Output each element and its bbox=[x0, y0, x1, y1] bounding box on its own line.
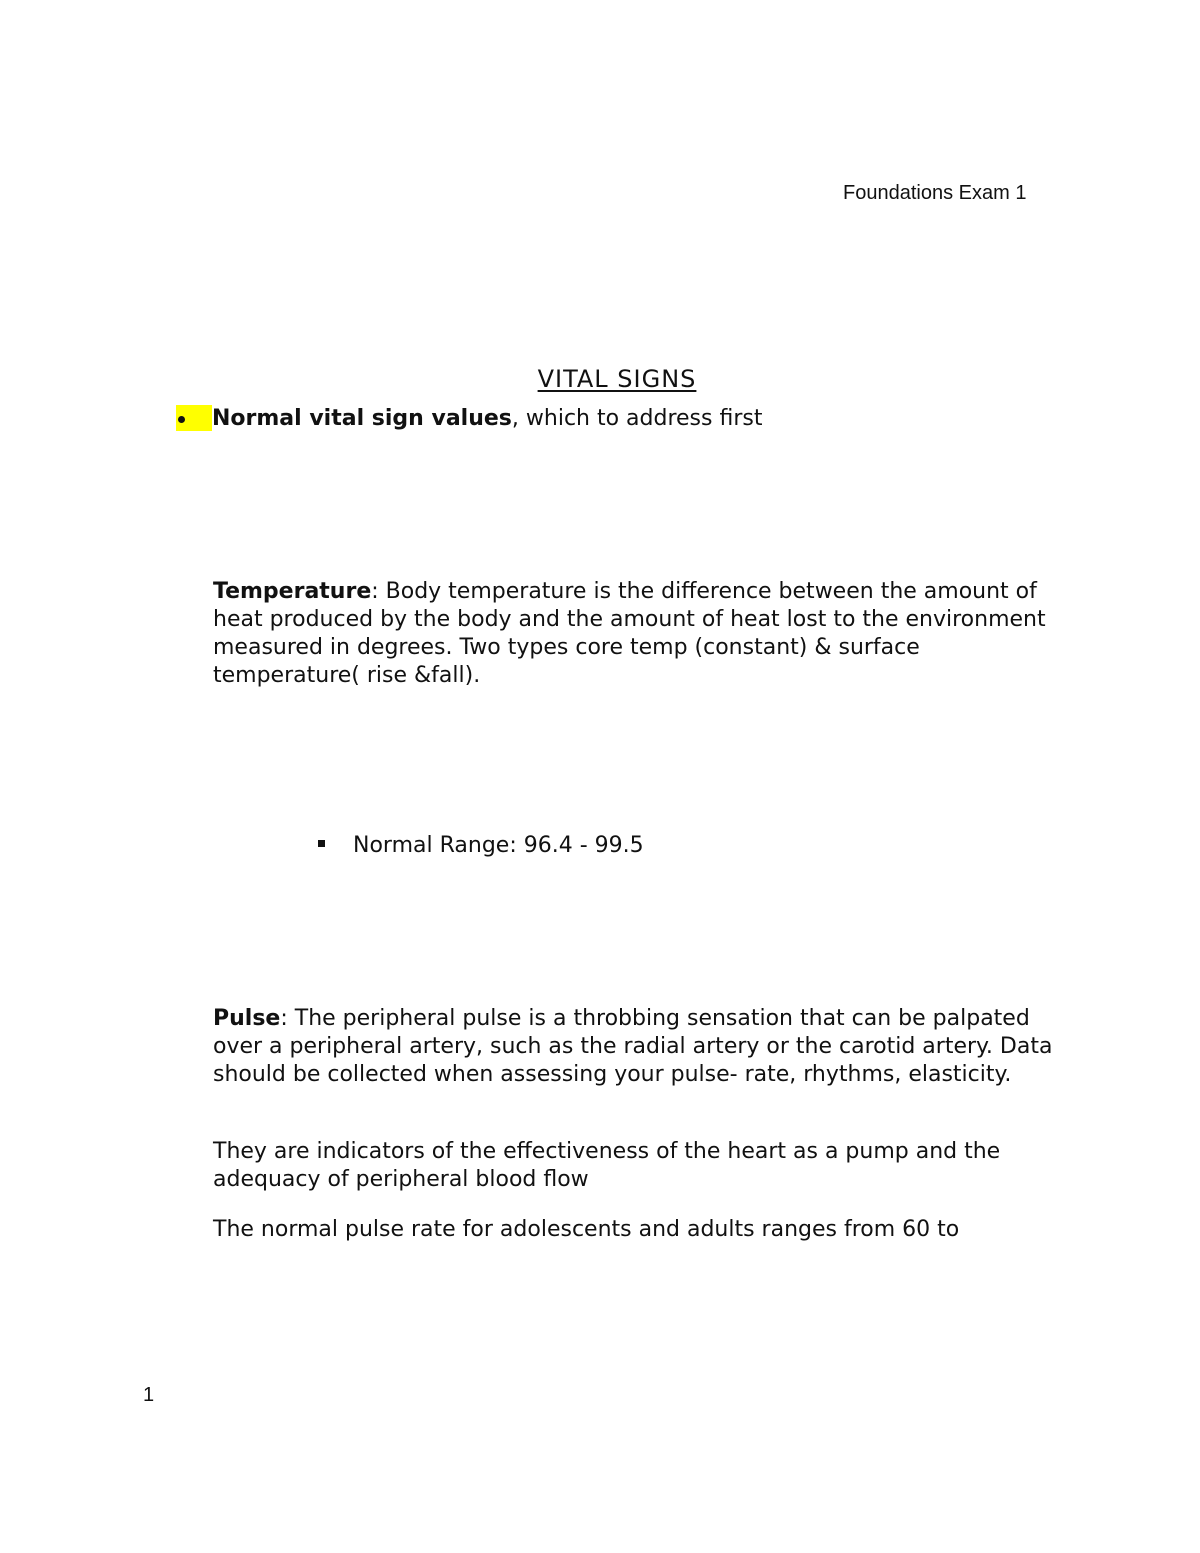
temperature-range-item bbox=[318, 832, 644, 860]
temperature-range-text: Normal Range: 96.4 - 99.5 bbox=[353, 833, 644, 858]
bullet-item-normal-values bbox=[176, 405, 762, 433]
pulse-text: : The peripheral pulse is a throbbing sensation that can be palpated over a peripheral artery, such as the radial artery or the carotid artery. Data should be collected when assessing your pulse- rate, rhythms, elasticity. bbox=[213, 1006, 1053, 1087]
pulse-term: Pulse bbox=[213, 1006, 281, 1031]
running-header: Foundations Exam 1 bbox=[843, 182, 1027, 204]
pulse-paragraph-2: They are indicators of the effectiveness of the heart as a pump and the adequacy of peripheral blood flow bbox=[213, 1139, 1001, 1192]
pulse-paragraph bbox=[213, 1005, 1073, 1089]
page-title: VITAL SIGNS bbox=[537, 365, 697, 393]
square-bullet-icon bbox=[318, 840, 325, 847]
page-number: 1 bbox=[143, 1384, 155, 1406]
bullet-rest-text: , which to address first bbox=[511, 406, 763, 431]
temperature-text: : Body temperature is the difference between the amount of heat produced by the body and the amount of heat lost to the environment measured in degrees. Two types core temp (constant) & surface temperature( rise &fall). bbox=[213, 579, 1046, 688]
temperature-paragraph bbox=[213, 578, 1073, 690]
temperature-term: Temperature bbox=[213, 579, 372, 604]
bullet-icon bbox=[176, 405, 212, 431]
pulse-paragraph-3: The normal pulse rate for adolescents and adults ranges from 60 to bbox=[213, 1217, 960, 1242]
bullet-bold-text: Normal vital sign values bbox=[212, 406, 512, 431]
